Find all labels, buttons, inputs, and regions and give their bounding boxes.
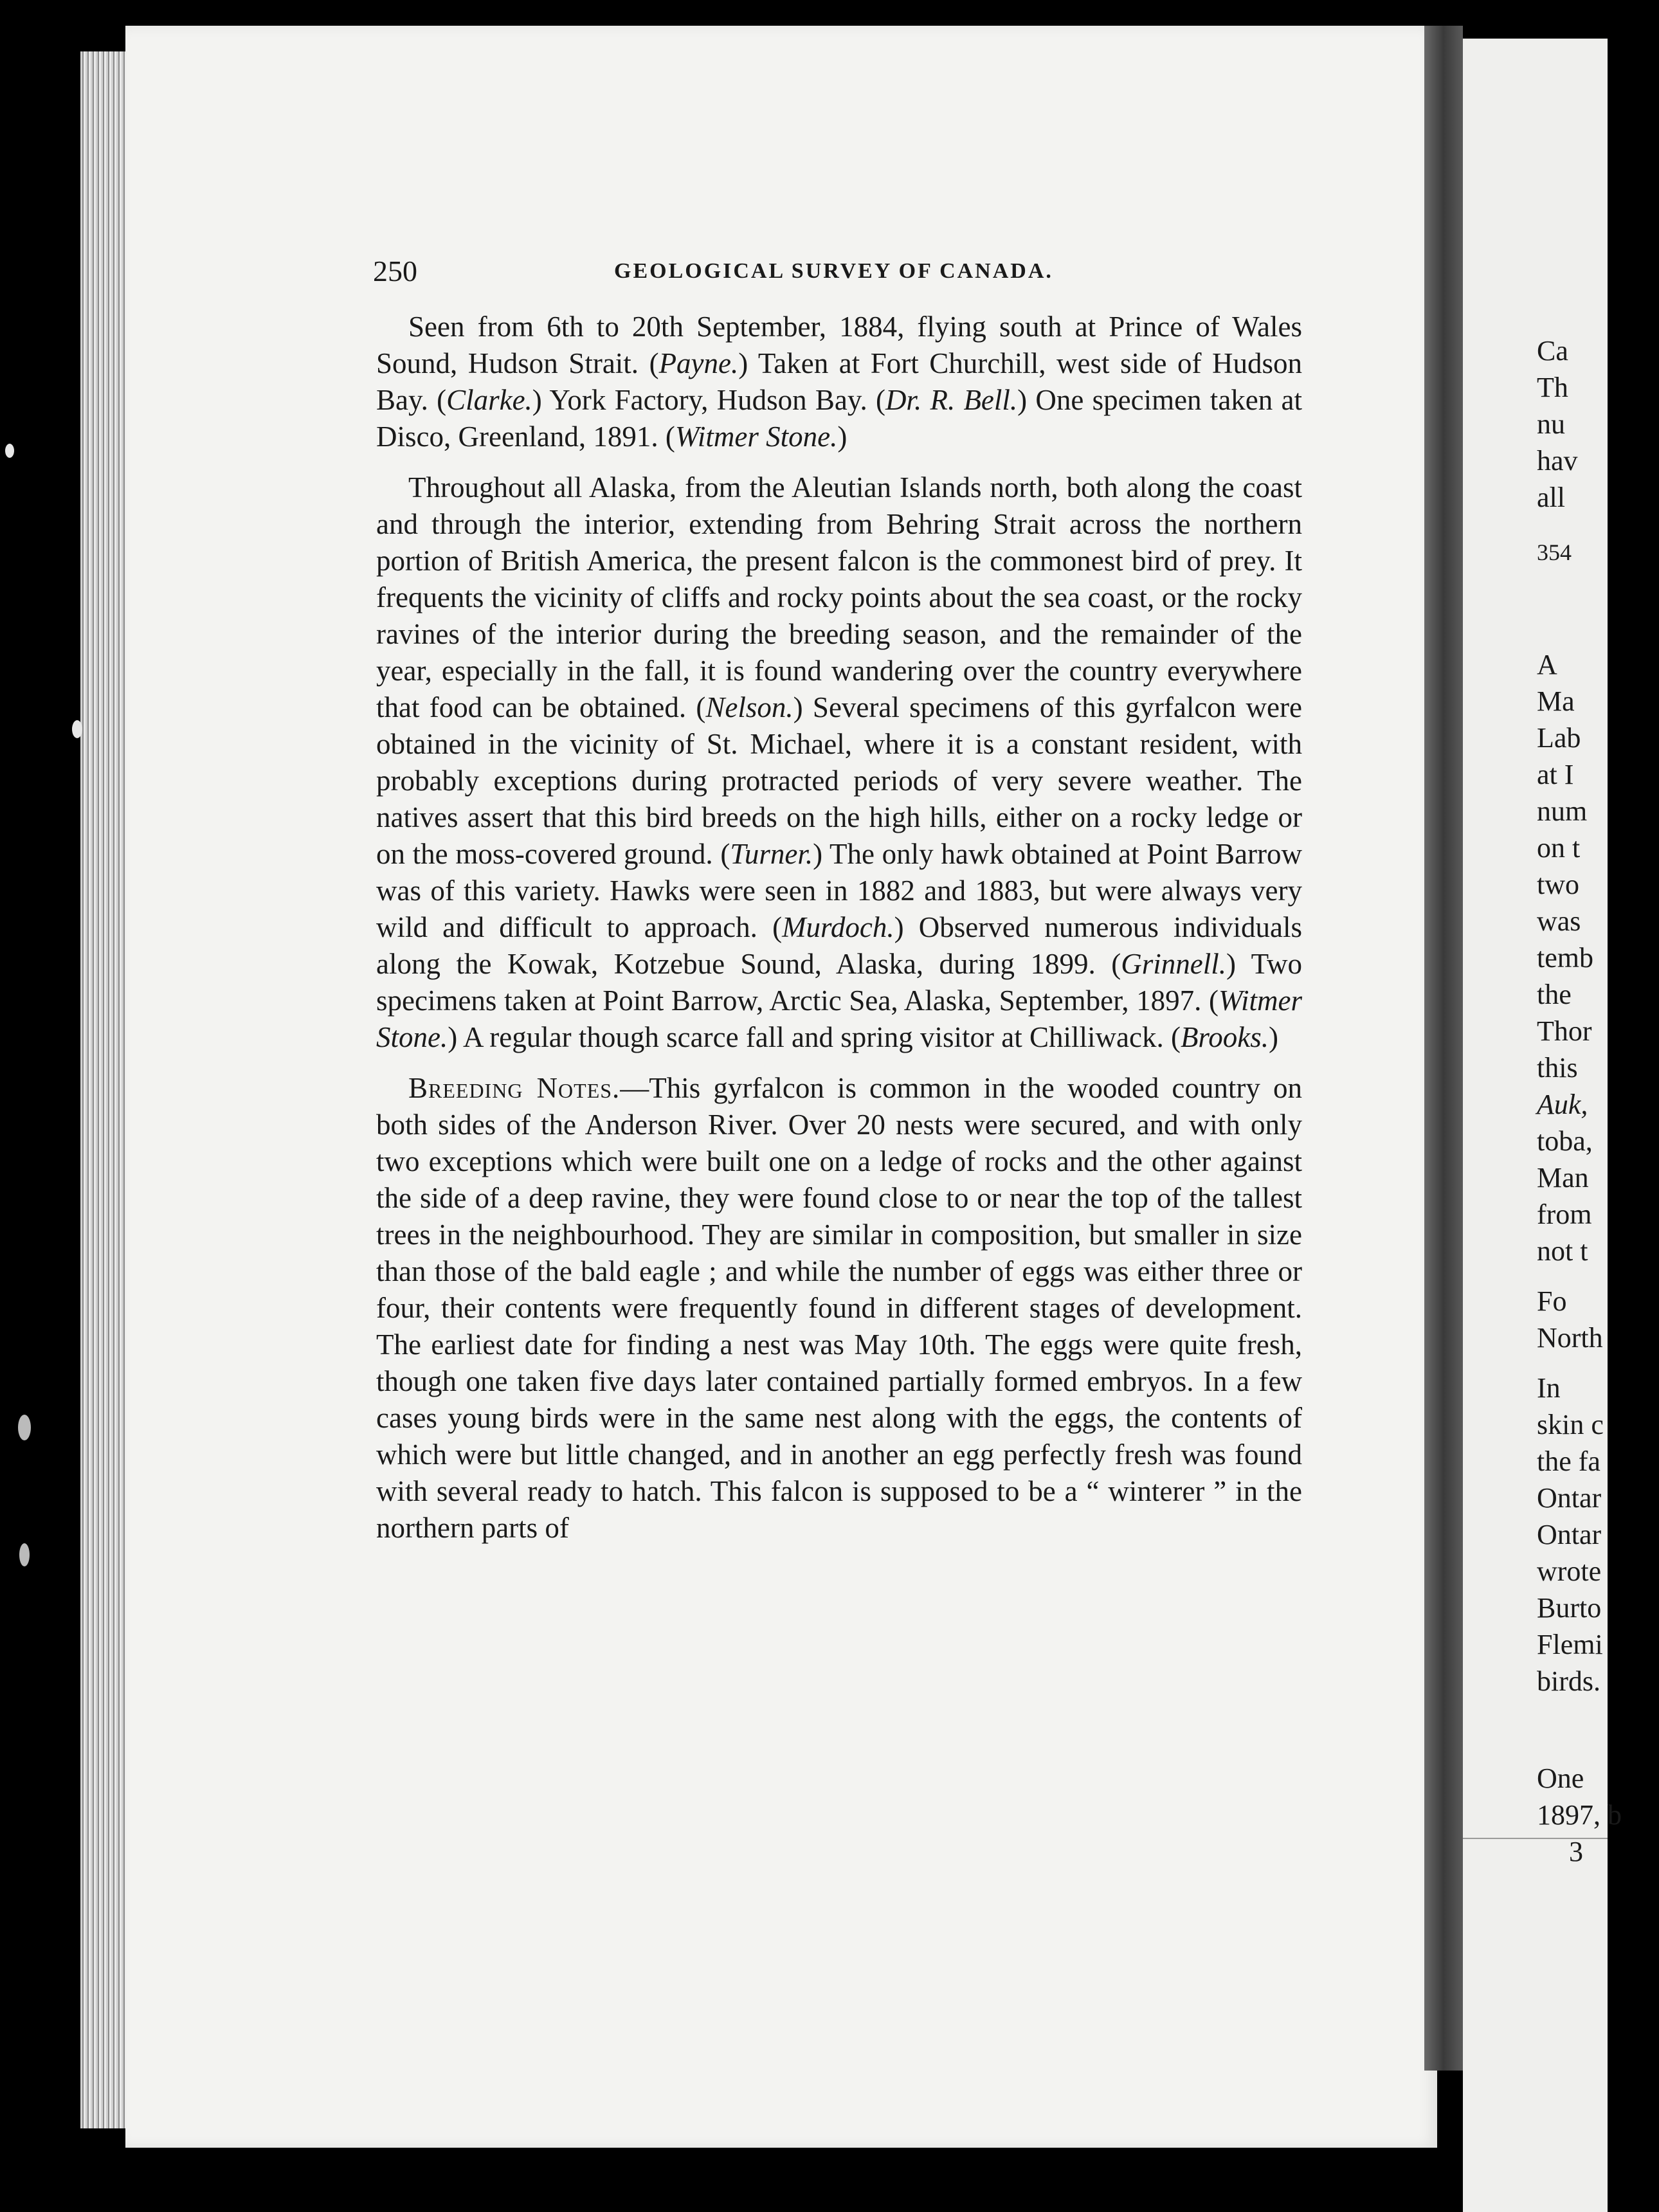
right-fragment: temb bbox=[1537, 942, 1593, 974]
right-fragment: the bbox=[1537, 979, 1572, 1010]
right-fragment: the fa bbox=[1537, 1446, 1600, 1477]
paragraph-2: Throughout all Alaska, from the Aleutian Islands north, both along the coast and through the interior, extending from Behring Strait across the northern portion of British America, the present falcon is the commonest bird of prey. It frequents the vicinity of cliffs and rocky points about the sea coast, or the rocky ravines of the interior during the breeding season, and the remainder of the year, especially in the fall, it is found wandering over the country everywhere that food can be obtained. (Nelson.) Several specimens of this gyrfalcon were obtained in the vicinity of St. Michael, where it is a constant resident, with probably exceptions during protracted periods of very severe weather. The natives assert that this bird breeds on the high hills, either on a rocky ledge or on the moss-covered ground. (Turner.) The only hawk obtained at Point Barrow was of this variety. Hawks were seen in 1882 and 1883, but were always very wild and difficult to approach. (Murdoch.) Observed numerous individuals along the Kowak, Kotzebue Sound, Alaska, during 1899. (Grinnell.) Two specimens taken at Point Barrow, Arctic Sea, Alaska, September, 1897. (Witmer Stone.) A regular though scarce fall and spring visitor at Chilliwack. (Brooks.) bbox=[376, 471, 1302, 1053]
book-gutter bbox=[1424, 26, 1463, 2071]
right-fragment: One bbox=[1537, 1763, 1584, 1794]
right-fragment: two bbox=[1537, 869, 1579, 900]
right-fragment: Th bbox=[1537, 372, 1568, 403]
right-fragment: skin c bbox=[1537, 1409, 1604, 1440]
right-fragment: at I bbox=[1537, 759, 1574, 790]
scan-speck bbox=[18, 1415, 31, 1440]
citation: Dr. R. Bell. bbox=[885, 384, 1018, 416]
citation: Murdoch. bbox=[782, 911, 894, 943]
section-lead: Breeding Notes. bbox=[408, 1072, 621, 1104]
citation: Nelson. bbox=[705, 691, 793, 723]
right-fragment: this bbox=[1537, 1052, 1578, 1083]
right-fragment: Lab bbox=[1537, 722, 1581, 754]
right-fragment: Fo bbox=[1537, 1285, 1567, 1317]
right-fragment: from bbox=[1537, 1199, 1592, 1230]
body-text bbox=[376, 309, 1302, 1561]
citation: Brooks. bbox=[1180, 1021, 1269, 1053]
scan-speck bbox=[19, 1543, 30, 1566]
right-fragment: hav bbox=[1537, 445, 1578, 476]
right-fragment: Ma bbox=[1537, 685, 1575, 717]
citation: Witmer Stone. bbox=[675, 421, 838, 453]
right-fragment: birds. bbox=[1537, 1665, 1600, 1697]
right-fragment: on t bbox=[1537, 832, 1581, 864]
scan-speck bbox=[5, 444, 14, 458]
right-fragment: Auk, bbox=[1537, 1089, 1588, 1120]
right-fragment: Man bbox=[1537, 1162, 1589, 1193]
right-fragment: 354 bbox=[1537, 539, 1572, 565]
right-fragment: Ca bbox=[1537, 335, 1568, 367]
citation: Turner. bbox=[730, 838, 813, 870]
scan-speck bbox=[72, 720, 82, 738]
page-number: 250 bbox=[373, 255, 417, 287]
right-fragment: wrote bbox=[1537, 1555, 1602, 1587]
right-fragment: nu bbox=[1537, 408, 1565, 440]
right-fragment: was bbox=[1537, 905, 1581, 937]
citation: Grinnell. bbox=[1121, 948, 1226, 980]
right-fragment: num bbox=[1537, 795, 1588, 827]
right-fragment: Flemi bbox=[1537, 1629, 1603, 1660]
right-fragment: Ontar bbox=[1537, 1519, 1602, 1550]
right-fragment: not t bbox=[1537, 1235, 1588, 1267]
right-fragment: In bbox=[1537, 1372, 1561, 1404]
right-fragment: Thor bbox=[1537, 1015, 1592, 1047]
header-title: GEOLOGICAL SURVEY OF CANADA. bbox=[614, 259, 1053, 283]
right-fragment: 1897, b bbox=[1537, 1799, 1622, 1831]
citation: Witmer Stone. bbox=[376, 984, 1302, 1053]
right-fragment: Ontar bbox=[1537, 1482, 1602, 1514]
right-fragment: North bbox=[1537, 1322, 1603, 1354]
citation: Payne. bbox=[658, 347, 739, 379]
paragraph-1: Seen from 6th to 20th September, 1884, flying south at Prince of Wales Sound, Hudson Strait. (Payne.) Taken at Fort Churchill, west side of Hudson Bay. (Clarke.) York Factory, Hudson Bay. (Dr. R. Bell.) One specimen taken at Disco, Greenland, 1891. (Witmer Stone.) bbox=[376, 311, 1303, 453]
right-fragment: all bbox=[1537, 482, 1565, 513]
right-fragment: 3 bbox=[1569, 1836, 1583, 1867]
right-fragment: A bbox=[1537, 649, 1557, 680]
page-edges bbox=[80, 51, 132, 2128]
right-fragment: toba, bbox=[1537, 1125, 1593, 1157]
citation: Clarke. bbox=[446, 384, 532, 416]
right-fragment: Burto bbox=[1537, 1592, 1602, 1624]
paragraph-3: Breeding Notes.—This gyrfalcon is common in the wooded country on both sides of the Anderson River. Over 20 nests were secured, and with only two exceptions which were built one on a ledge of rocks and the other against the side of a deep ravine, they were found close to or near the top of the tallest trees in the neighbourhood. They are similar in composition, but smaller in size than those of the bald eagle ; and while the number of eggs was either three or four, their contents were frequently found in different stages of development. The earliest date for finding a nest was May 10th. The eggs were quite fresh, though one taken five days later contained partially formed embryos. In a few cases young birds were in the same nest along with the eggs, the contents of which were but little changed, and in another an egg perfectly fresh was found with several ready to hatch. This falcon is supposed to be a “ winterer ” in the northern parts of bbox=[376, 1072, 1302, 1544]
